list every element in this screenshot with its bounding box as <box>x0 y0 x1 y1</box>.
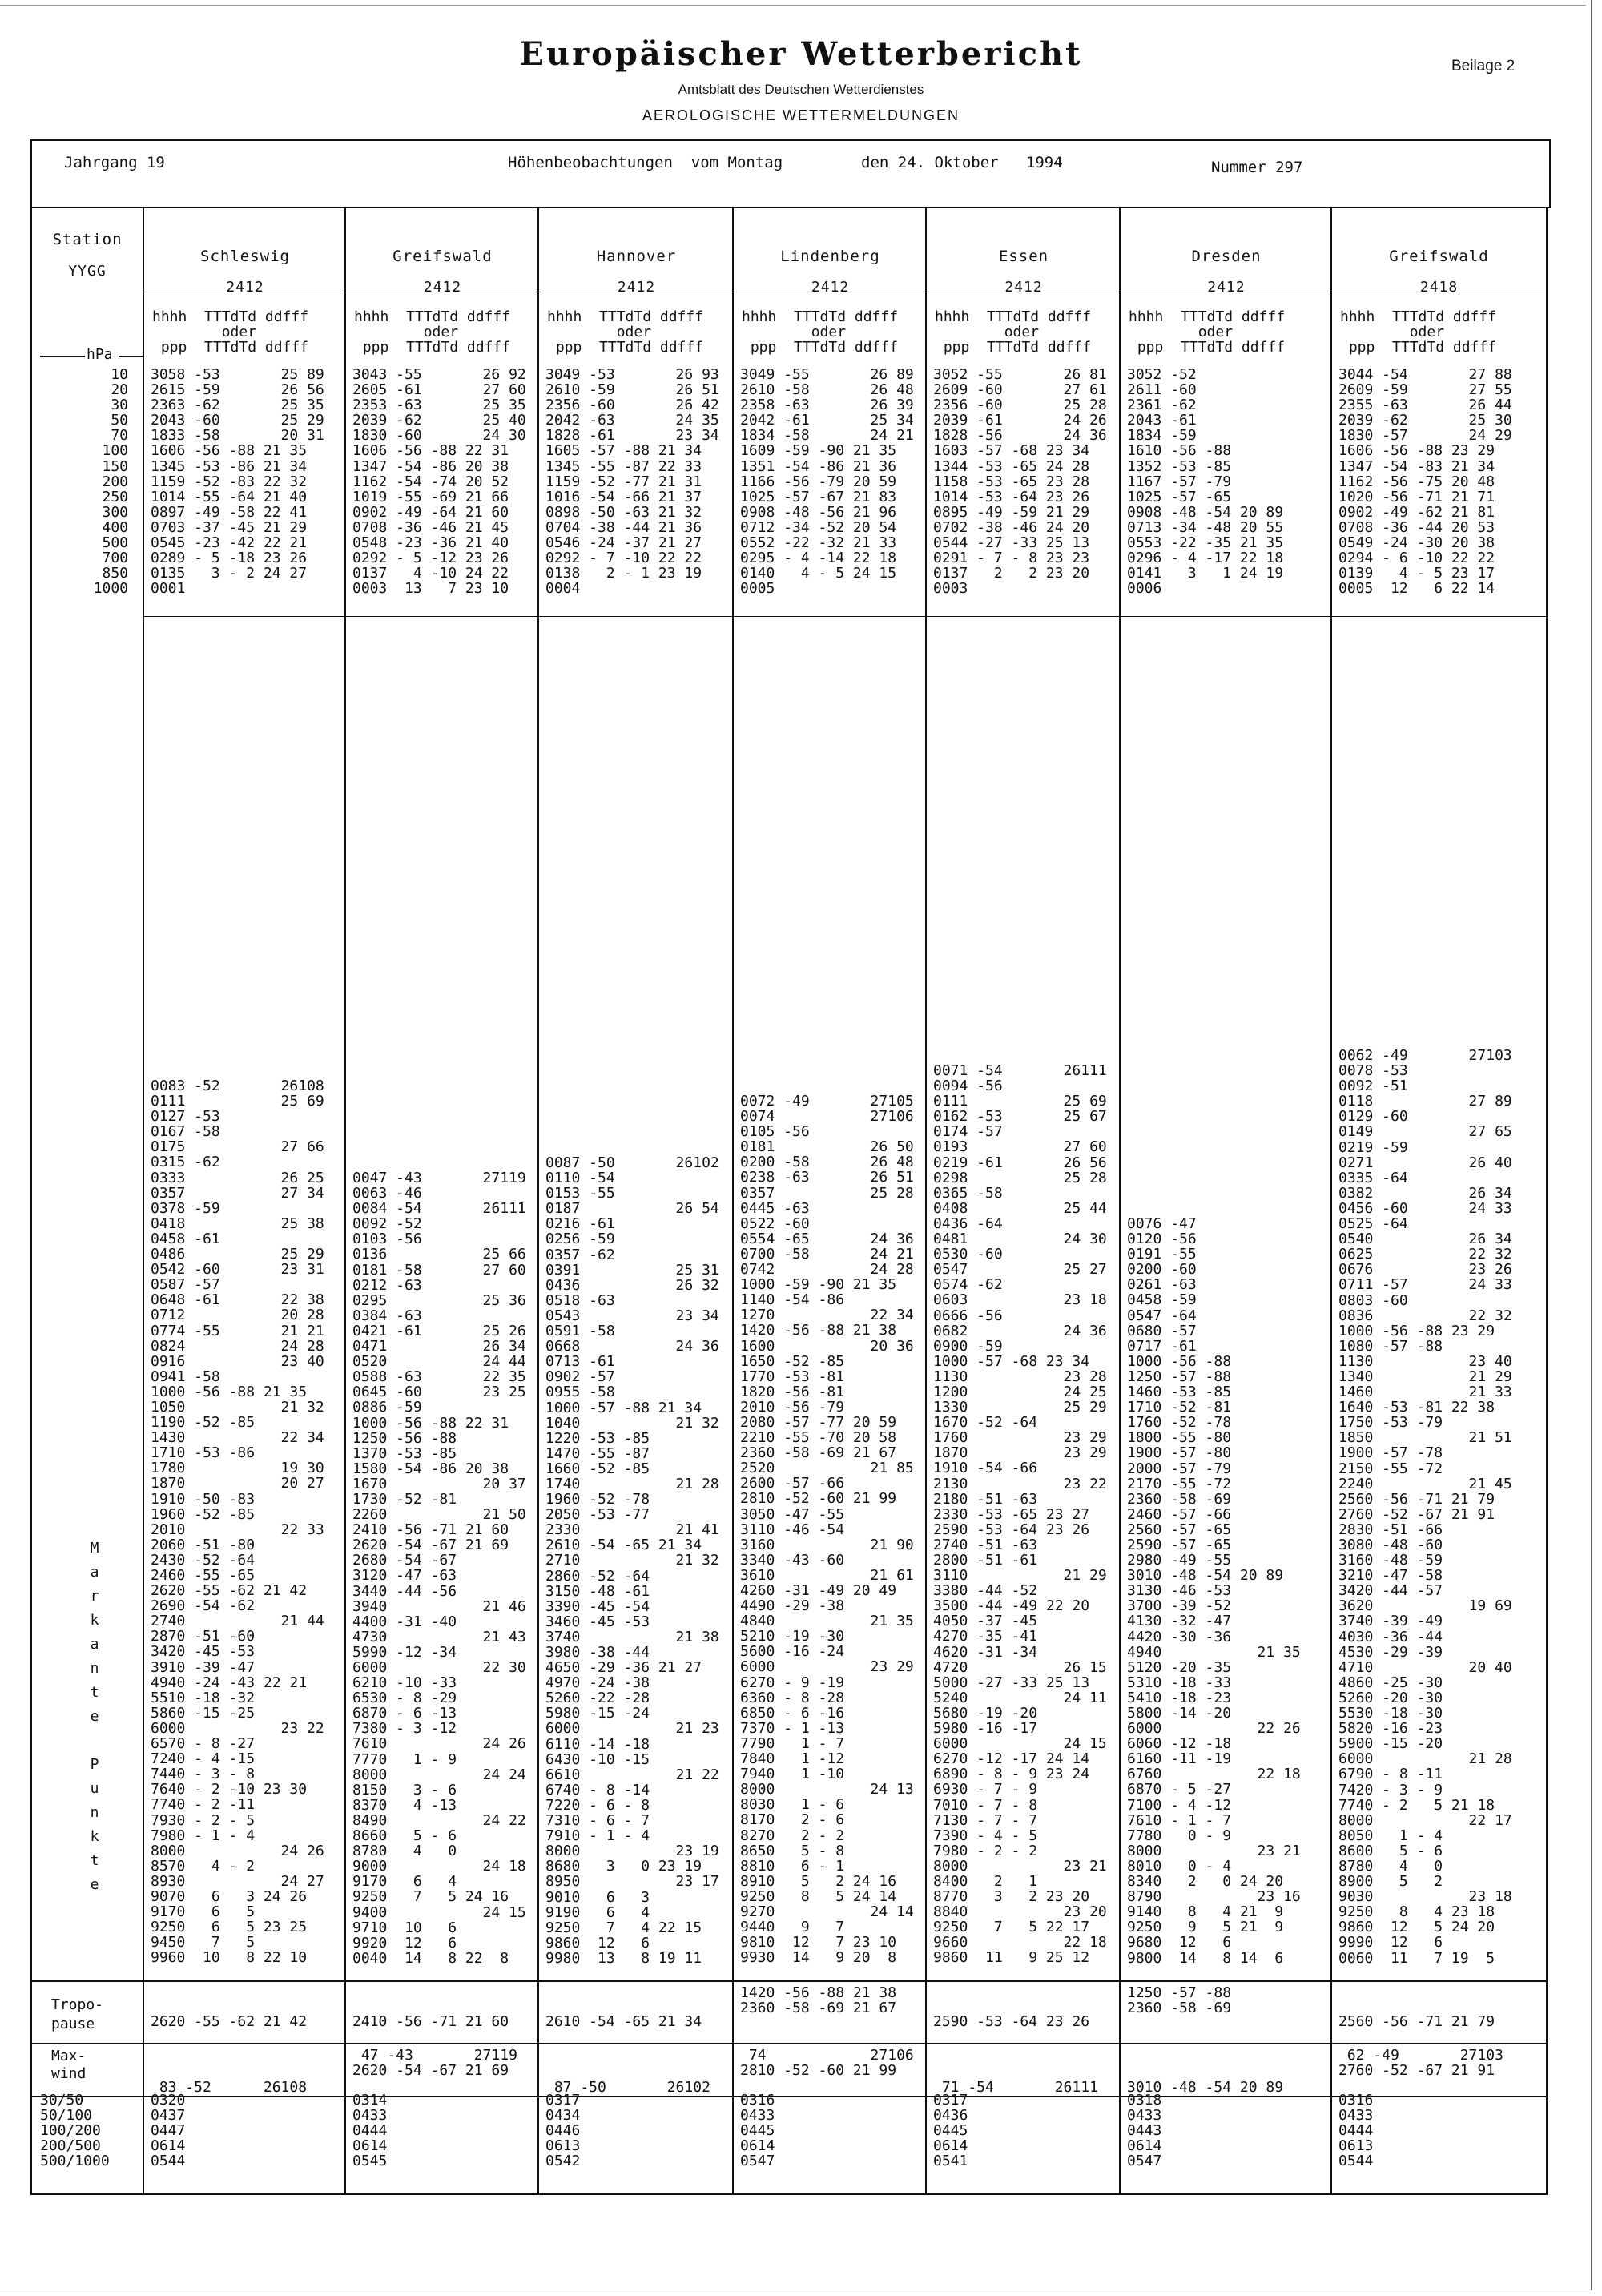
markante-punkte-letter: n <box>90 1804 99 1821</box>
layer-values: 0317 0436 0445 0614 0541 <box>933 2092 968 2170</box>
layer-values: 0316 0433 0444 0613 0544 <box>1338 2092 1374 2170</box>
maxwind-values: 62 -49 27103 2760 -52 -67 21 91 <box>1338 2047 1503 2080</box>
layer-values: 0314 0433 0444 0614 0545 <box>352 2092 388 2170</box>
maxwind-divider <box>32 2043 1546 2044</box>
station-divider-4 <box>925 208 927 2193</box>
markante-punkte-letter: a <box>90 1636 99 1653</box>
tropo-label-1: Tropo- <box>51 1996 104 2013</box>
significant-points: 0076 -47 0120 -56 0191 -55 0200 -60 0261 -63 0458 -59 0547 -64 0680 -57 0717 -61 1000 -56 -88 1250 -57 -88 1460 -53 -85 1710 -52 -81 1760 -52 -78 1800 -55 -80 1900 -57 -80 2000 -57 -79 2170 -55 -72 2360 -58 -69 2460 -57 -66 2560 -57 -65 2590 -57 -65 2980 -49 -55 3010 -48 -54 20 89 3130 -46 -53 3700 -39 -52 4130 -32 -47 4420 -30 -36 4940 21 35 5120 -20 -35 5310 -18 -33 5410 -18 -23 5800 -14 -20 6000 22 26 6060 -12 -18 6160 -11 -19 6760 22 18 6870 - 5 -27 7100 - 4 -12 7610 - 1 - 7 7780 0 - 9 8000 23 21 8010 0 - 4 8340 2 0 24 20 8790 23 16 9140 8 4 21 9 9250 9 5 21 9 9680 12 6 9800 14 8 14 6 <box>1127 1215 1301 1967</box>
markante-punkte-letter: u <box>90 1780 99 1797</box>
maxwind-values: 74 27106 2810 -52 -60 21 99 <box>740 2047 914 2080</box>
levels-divider <box>144 616 1546 617</box>
pressure-levels <box>40 367 128 596</box>
tropopause-values: 2590 -53 -64 23 26 <box>933 2013 1090 2030</box>
maxwind-values: 87 -50 26102 <box>545 2079 710 2096</box>
station-divider-5 <box>1119 208 1121 2193</box>
significant-points: 0083 -52 26108 0111 25 69 0127 -53 0167 -58 0175 27 66 0315 -62 0333 26 25 0357 27 34 0378 -59 0418 25 38 0458 -61 0486 25 29 0542 -60 23 31 0587 -57 0648 -61 22 38 0712 20 28 0774 -55 21 21 0824 24 28 0916 23 40 0941 -58 1000 -56 -88 21 35 1050 21 32 1190 -52 -85 1430 22 34 1710 -53 -86 1780 19 30 1870 20 27 1910 -50 -83 1960 -52 -85 2010 22 33 2060 -51 -80 2430 -52 -64 2460 -55 -65 2620 -55 -62 21 42 2690 -54 -62 2740 21 44 2870 -51 -60 3420 -45 -53 3910 -39 -47 4940 -24 -43 22 21 5510 -18 -32 5860 -15 -25 6000 23 22 6570 - 8 -27 7240 - 4 -15 7440 - 3 - 8 7640 - 2 -10 23 30 7740 - 2 -11 7930 - 2 - 5 7980 - 1 - 4 8000 24 26 8570 4 - 2 8930 24 27 9070 6 3 24 26 9170 6 5 9250 6 5 23 25 9450 7 5 9960 10 8 22 10 <box>151 1078 324 1967</box>
pressure-level: 700 <box>102 550 128 567</box>
pressure-level: 100 <box>102 442 128 460</box>
significant-points: 0087 -50 26102 0110 -54 0153 -55 0187 26 54 0216 -61 0256 -59 0357 -62 0391 25 31 0436 26 32 0518 -63 0543 23 34 0591 -58 0668 24 36 0713 -61 0902 -57 0955 -58 1000 -57 -88 21 34 1040 21 32 1220 -53 -85 1470 -55 -87 1660 -52 -85 1740 21 28 1960 -52 -78 2050 -53 -77 2330 21 41 2610 -54 -65 21 34 2710 21 32 2860 -52 -64 3150 -48 -61 3390 -45 -54 3460 -45 -53 3740 21 38 3980 -38 -44 4650 -29 -36 21 27 4970 -24 -38 5260 -22 -28 5980 -15 -24 6000 21 23 6110 -14 -18 6430 -10 -15 6610 21 22 6740 - 8 -14 7220 - 6 - 8 7310 - 6 - 7 7910 - 1 - 4 8000 23 19 8680 3 0 23 19 8950 23 17 9010 6 3 9190 6 4 9250 7 4 22 15 9860 12 6 9980 13 8 19 11 <box>545 1154 719 1967</box>
markante-punkte-letter: t <box>90 1852 99 1869</box>
markante-punkte-letter: e <box>90 1876 99 1893</box>
hpa-label: hPa <box>87 346 113 363</box>
label-column-divider <box>143 208 144 2193</box>
mandatory-levels: 3049 -55 26 89 2610 -58 26 48 2358 -63 26 39 2042 -61 25 34 1834 -58 24 21 1609 -59 -90 21 35 1351 -54 -86 21 36 1166 -56 -79 20 59 1025 -57 -67 21 83 0908 -48 -56 21 96 0712 -34 -52 20 54 0552 -22 -32 21 33 0295 - 4 -14 22 18 0140 4 - 5 24 15 0005 <box>740 366 914 598</box>
tropopause-values: 2560 -56 -71 21 79 <box>1338 2013 1495 2030</box>
top-rule <box>0 5 1586 6</box>
pressure-level: 150 <box>102 457 128 475</box>
pressure-level: 400 <box>102 518 128 536</box>
markante-punkte-letter: M <box>90 1540 99 1557</box>
station-time: 2412 <box>811 279 850 296</box>
significant-points: 0047 -43 27119 0063 -46 0084 -54 26111 0092 -52 0103 -56 0136 25 66 0181 -58 27 60 0212 -63 0295 25 36 0384 -63 0421 -61 25 26 0471 26 34 0520 24 44 0588 -63 22 35 0645 -60 23 25 0886 -59 1000 -56 -88 22 31 1250 -56 -88 1370 -53 -85 1580 -54 -86 20 38 1670 20 37 1730 -52 -81 2260 21 50 2410 -56 -71 21 60 2620 -54 -67 21 69 2680 -54 -67 3120 -47 -63 3440 -44 -56 3940 21 46 4400 -31 -40 4730 21 43 5990 -12 -34 6000 22 30 6210 -10 -33 6530 - 8 -29 6870 - 6 -13 7380 - 3 -12 7610 24 26 7770 1 - 9 8000 24 24 8150 3 - 6 8370 4 -13 8490 24 22 8660 5 - 6 8780 4 0 9000 24 18 9170 6 4 9250 7 5 24 16 9400 24 15 9710 10 6 9920 12 6 0040 14 8 22 8 <box>352 1170 526 1967</box>
station-column-header: hhhh TTTdTd ddfff oder ppp TTTdTd ddfff <box>742 308 899 356</box>
markante-punkte-letter: n <box>90 1660 99 1677</box>
station-divider-6 <box>1330 208 1332 2193</box>
markante-punkte-letter <box>87 1729 103 1753</box>
tropopause-values: 2410 -56 -71 21 60 <box>352 2013 509 2030</box>
mandatory-levels: 3043 -55 26 92 2605 -61 27 60 2353 -63 25 35 2039 -62 25 40 1830 -60 24 30 1606 -56 -88 22 31 1347 -54 -86 20 38 1162 -54 -74 20 52 1019 -55 -69 21 66 0902 -49 -64 21 60 0708 -36 -46 21 45 0548 -23 -36 21 40 0292 - 5 -12 23 26 0137 4 -10 24 22 0003 13 7 23 10 <box>352 366 526 598</box>
layers-divider <box>32 2096 1546 2097</box>
maxwind-label-2: wind <box>51 2065 87 2082</box>
station-name: Essen <box>998 248 1049 265</box>
mandatory-levels: 3058 -53 25 89 2615 -59 26 56 2363 -62 25 35 2043 -60 25 29 1833 -58 20 31 1606 -56 -88 21 35 1345 -53 -86 21 34 1159 -52 -83 22 32 1014 -55 -64 21 40 0897 -49 -58 22 41 0703 -37 -45 21 29 0545 -23 -42 22 21 0289 - 5 -18 23 26 0135 3 - 2 24 27 0001 <box>151 366 324 598</box>
station-time: 2412 <box>1004 279 1043 296</box>
issue-number: Nummer 297 <box>1211 159 1303 176</box>
station-name: Schleswig <box>200 248 290 265</box>
tropopause-values: 1250 -57 -88 2360 -58 -69 <box>1127 1984 1232 2017</box>
section-title: AEROLOGISCHE WETTERMELDUNGEN <box>642 107 960 123</box>
station-time: 2412 <box>617 279 656 296</box>
tropo-label-2: pause <box>51 2016 95 2032</box>
markante-punkte-letter: r <box>90 1588 99 1605</box>
mandatory-levels: 3044 -54 27 88 2609 -59 27 55 2355 -63 26 44 2039 -62 25 30 1830 -57 24 29 1606 -56 -88 23 29 1347 -54 -83 21 34 1162 -56 -75 20 48 1020 -56 -71 21 71 0902 -49 -62 21 81 0708 -36 -44 20 53 0549 -24 -30 20 38 0294 - 6 -10 22 22 0139 4 - 5 23 17 0005 12 6 22 14 <box>1338 366 1512 598</box>
station-column-header: hhhh TTTdTd ddfff oder ppp TTTdTd ddfff <box>152 308 309 356</box>
tropo-divider <box>32 1980 1546 1982</box>
pressure-level: 70 <box>111 427 128 445</box>
mandatory-levels: 3052 -55 26 81 2609 -60 27 61 2356 -60 25 28 2039 -61 24 26 1828 -56 24 36 1603 -57 -68 23 34 1344 -53 -65 24 28 1158 -53 -65 23 28 1014 -53 -64 23 26 0895 -49 -59 21 29 0702 -38 -46 24 20 0544 -27 -33 25 13 0291 - 7 - 8 23 23 0137 2 2 23 20 0003 <box>933 366 1107 598</box>
maxwind-values: 71 -54 26111 <box>933 2079 1098 2096</box>
tropopause-values: 2620 -55 -62 21 42 <box>151 2013 308 2030</box>
page-subtitle: Amtsblatt des Deutschen Wetterdienstes <box>678 82 924 97</box>
pressure-level: 1000 <box>93 580 128 598</box>
station-label: Station <box>52 231 123 248</box>
station-name: Greifswald <box>392 248 493 265</box>
markante-punkte-letter: P <box>90 1756 99 1773</box>
tropopause-values: 2610 -54 -65 21 34 <box>545 2013 702 2030</box>
station-name: Hannover <box>596 248 677 265</box>
layer-label: 30/50 <box>40 2092 84 2109</box>
year-label: Jahrgang 19 <box>64 154 165 171</box>
station-column-header: hhhh TTTdTd ddfff oder ppp TTTdTd ddfff <box>354 308 511 356</box>
layer-labels <box>40 2093 141 2169</box>
pressure-level: 30 <box>111 397 128 414</box>
maxwind-values: 3010 -48 -54 20 89 <box>1127 2079 1284 2096</box>
station-column-header: hhhh TTTdTd ddfff oder ppp TTTdTd ddfff <box>547 308 704 356</box>
layer-values: 0318 0433 0443 0614 0547 <box>1127 2092 1162 2170</box>
pressure-level: 850 <box>102 565 128 582</box>
station-name: Lindenberg <box>780 248 880 265</box>
significant-points: 0062 -49 27103 0078 -53 0092 -51 0118 27 89 0129 -60 0149 27 65 0219 -59 0271 26 40 0335 -64 0382 26 34 0456 -60 24 33 0525 -64 0540 26 34 0625 22 32 0676 23 26 0711 -57 24 33 0803 -60 0836 22 32 1000 -56 -88 23 29 1080 -57 -88 1130 23 40 1340 21 29 1460 21 33 1640 -53 -81 22 38 1750 -53 -79 1850 21 51 1900 -57 -78 2150 -55 -72 2240 21 45 2560 -56 -71 21 79 2760 -52 -67 21 91 2830 -51 -66 3080 -48 -60 3160 -48 -59 3210 -47 -58 3420 -44 -57 3620 19 69 3740 -39 -49 4030 -36 -44 4530 -29 -39 4710 20 40 4860 -25 -30 5260 -20 -30 5530 -18 -30 5820 -16 -23 5900 -15 -20 6000 21 28 6790 - 8 -11 7420 - 3 - 9 7740 - 2 5 21 18 8000 22 17 8050 1 - 4 8600 5 - 6 8780 4 0 8900 5 2 9030 23 18 9250 8 4 23 18 9860 12 5 24 20 9990 12 6 0060 11 7 19 5 <box>1338 1047 1512 1967</box>
layer-label: 500/1000 <box>40 2153 110 2170</box>
layer-values: 0317 0434 0446 0613 0542 <box>545 2092 581 2170</box>
pressure-level: 50 <box>111 412 128 429</box>
maxwind-values: 83 -52 26108 <box>151 2079 308 2096</box>
markante-punkte-letter: a <box>90 1564 99 1581</box>
maxwind-label-1: Max- <box>51 2048 87 2064</box>
tropopause-values: 1420 -56 -88 21 38 2360 -58 -69 21 67 <box>740 1984 897 2017</box>
pressure-level: 200 <box>102 473 128 490</box>
station-name: Greifswald <box>1389 248 1489 265</box>
station-divider-2 <box>537 208 539 2193</box>
station-column-header: hhhh TTTdTd ddfff oder ppp TTTdTd ddfff <box>1129 308 1286 356</box>
hpa-dash-right <box>119 356 143 357</box>
date-label: den 24. Oktober 1994 <box>861 154 1063 171</box>
observation-label: Höhenbeobachtungen vom Montag <box>508 154 783 171</box>
station-column-header: hhhh TTTdTd ddfff oder ppp TTTdTd ddfff <box>1340 308 1497 356</box>
pressure-level: 10 <box>111 366 128 383</box>
yygg-label: YYGG <box>68 263 107 280</box>
mandatory-levels: 3049 -53 26 93 2610 -59 26 51 2356 -60 26 42 2042 -63 24 35 1828 -61 23 34 1605 -57 -88 21 34 1345 -55 -87 22 33 1159 -52 -77 21 31 1016 -54 -66 21 37 0898 -50 -63 21 32 0704 -38 -44 21 36 0546 -24 -37 21 27 0292 - 7 -10 22 22 0138 2 - 1 23 19 0004 <box>545 366 719 598</box>
maxwind-values: 47 -43 27119 2620 -54 -67 21 69 <box>352 2047 517 2080</box>
significant-points: 0071 -54 26111 0094 -56 0111 25 69 0162 -53 25 67 0174 -57 0193 27 60 0219 -61 26 56 0298 25 28 0365 -58 0408 25 44 0436 -64 0481 24 30 0530 -60 0547 25 27 0574 -62 0603 23 18 0666 -56 0682 24 36 0900 -59 1000 -57 -68 23 34 1130 23 28 1200 24 25 1330 25 29 1670 -52 -64 1760 23 29 1870 23 29 1910 -54 -66 2130 23 22 2180 -51 -63 2330 -53 -65 23 27 2590 -53 -64 23 26 2740 -51 -63 2800 -51 -61 3110 21 29 3380 -44 -52 3500 -44 -49 22 20 4050 -37 -45 4270 -35 -41 4620 -31 -34 4720 26 15 5000 -27 -33 25 13 5240 24 11 5680 -19 -20 5980 -16 -17 6000 24 15 6270 -12 -17 24 14 6890 - 8 - 9 23 24 6930 - 7 - 9 7010 - 7 - 8 7130 - 7 - 7 7390 - 4 - 5 7980 - 2 - 2 8000 23 21 8400 2 1 8770 3 2 23 20 8840 23 20 9250 7 5 22 17 9660 22 18 9860 11 9 25 12 <box>933 1062 1107 1967</box>
data-table <box>30 207 1548 2195</box>
markante-punkte-letter: e <box>90 1708 99 1725</box>
station-time: 2412 <box>226 279 264 296</box>
layer-label: 200/500 <box>40 2137 101 2155</box>
station-time: 2412 <box>1207 279 1246 296</box>
markante-punkte-letter: k <box>90 1828 99 1845</box>
supplement-label: Beilage 2 <box>1451 58 1515 75</box>
station-name: Dresden <box>1191 248 1262 265</box>
station-time: 2412 <box>423 279 462 296</box>
markante-punkte-letter: t <box>90 1684 99 1701</box>
station-divider-1 <box>344 208 346 2193</box>
pressure-level: 250 <box>102 488 128 506</box>
layer-values: 0316 0433 0445 0614 0547 <box>740 2092 775 2170</box>
layer-values: 0320 0437 0447 0614 0544 <box>151 2092 186 2170</box>
layer-label: 100/200 <box>40 2122 101 2140</box>
pressure-level: 500 <box>102 534 128 552</box>
markante-punkte-label <box>87 1537 103 1897</box>
mandatory-levels: 3052 -52 2611 -60 2361 -62 2043 -61 1834 -59 1610 -56 -88 1352 -53 -85 1167 -57 -79 1025 -57 -65 0908 -48 -54 20 89 0713 -34 -48 20 55 0553 -22 -35 21 35 0296 - 4 -17 22 18 0141 3 1 24 19 0006 <box>1127 366 1284 598</box>
pressure-level: 20 <box>111 381 128 399</box>
info-box <box>30 139 1551 208</box>
station-divider-3 <box>732 208 734 2193</box>
pressure-level: 300 <box>102 503 128 521</box>
significant-points: 0072 -49 27105 0074 27106 0105 -56 0181 26 50 0200 -58 26 48 0238 -63 26 51 0357 25 28 0445 -63 0522 -60 0554 -65 24 36 0700 -58 24 21 0742 24 28 1000 -59 -90 21 35 1140 -54 -86 1270 22 34 1420 -56 -88 21 38 1600 20 36 1650 -52 -85 1770 -53 -81 1820 -56 -81 2010 -56 -79 2080 -57 -77 20 59 2210 -55 -70 20 58 2360 -58 -69 21 67 2520 21 85 2600 -57 -66 2810 -52 -60 21 99 3050 -47 -55 3110 -46 -54 3160 21 90 3340 -43 -60 3610 21 61 4260 -31 -49 20 49 4490 -29 -38 4840 21 35 5210 -19 -30 5600 -16 -24 6000 23 29 6270 - 9 -19 6360 - 8 -28 6850 - 6 -16 7370 - 1 -13 7790 1 - 7 7840 1 -12 7940 1 -10 8000 24 13 8030 1 - 6 8170 2 - 6 8270 2 - 2 8650 5 - 8 8810 6 - 1 8910 5 2 24 16 9250 8 5 24 14 9270 24 14 9440 9 7 9810 12 7 23 10 9930 14 9 20 8 <box>740 1093 914 1967</box>
markante-punkte-letter: k <box>90 1612 99 1629</box>
station-time: 2418 <box>1419 279 1459 296</box>
page-title: Europäischer Wetterbericht <box>519 35 1083 73</box>
station-column-header: hhhh TTTdTd ddfff oder ppp TTTdTd ddfff <box>935 308 1092 356</box>
hpa-dash-left <box>40 356 85 357</box>
layer-label: 50/100 <box>40 2107 93 2125</box>
